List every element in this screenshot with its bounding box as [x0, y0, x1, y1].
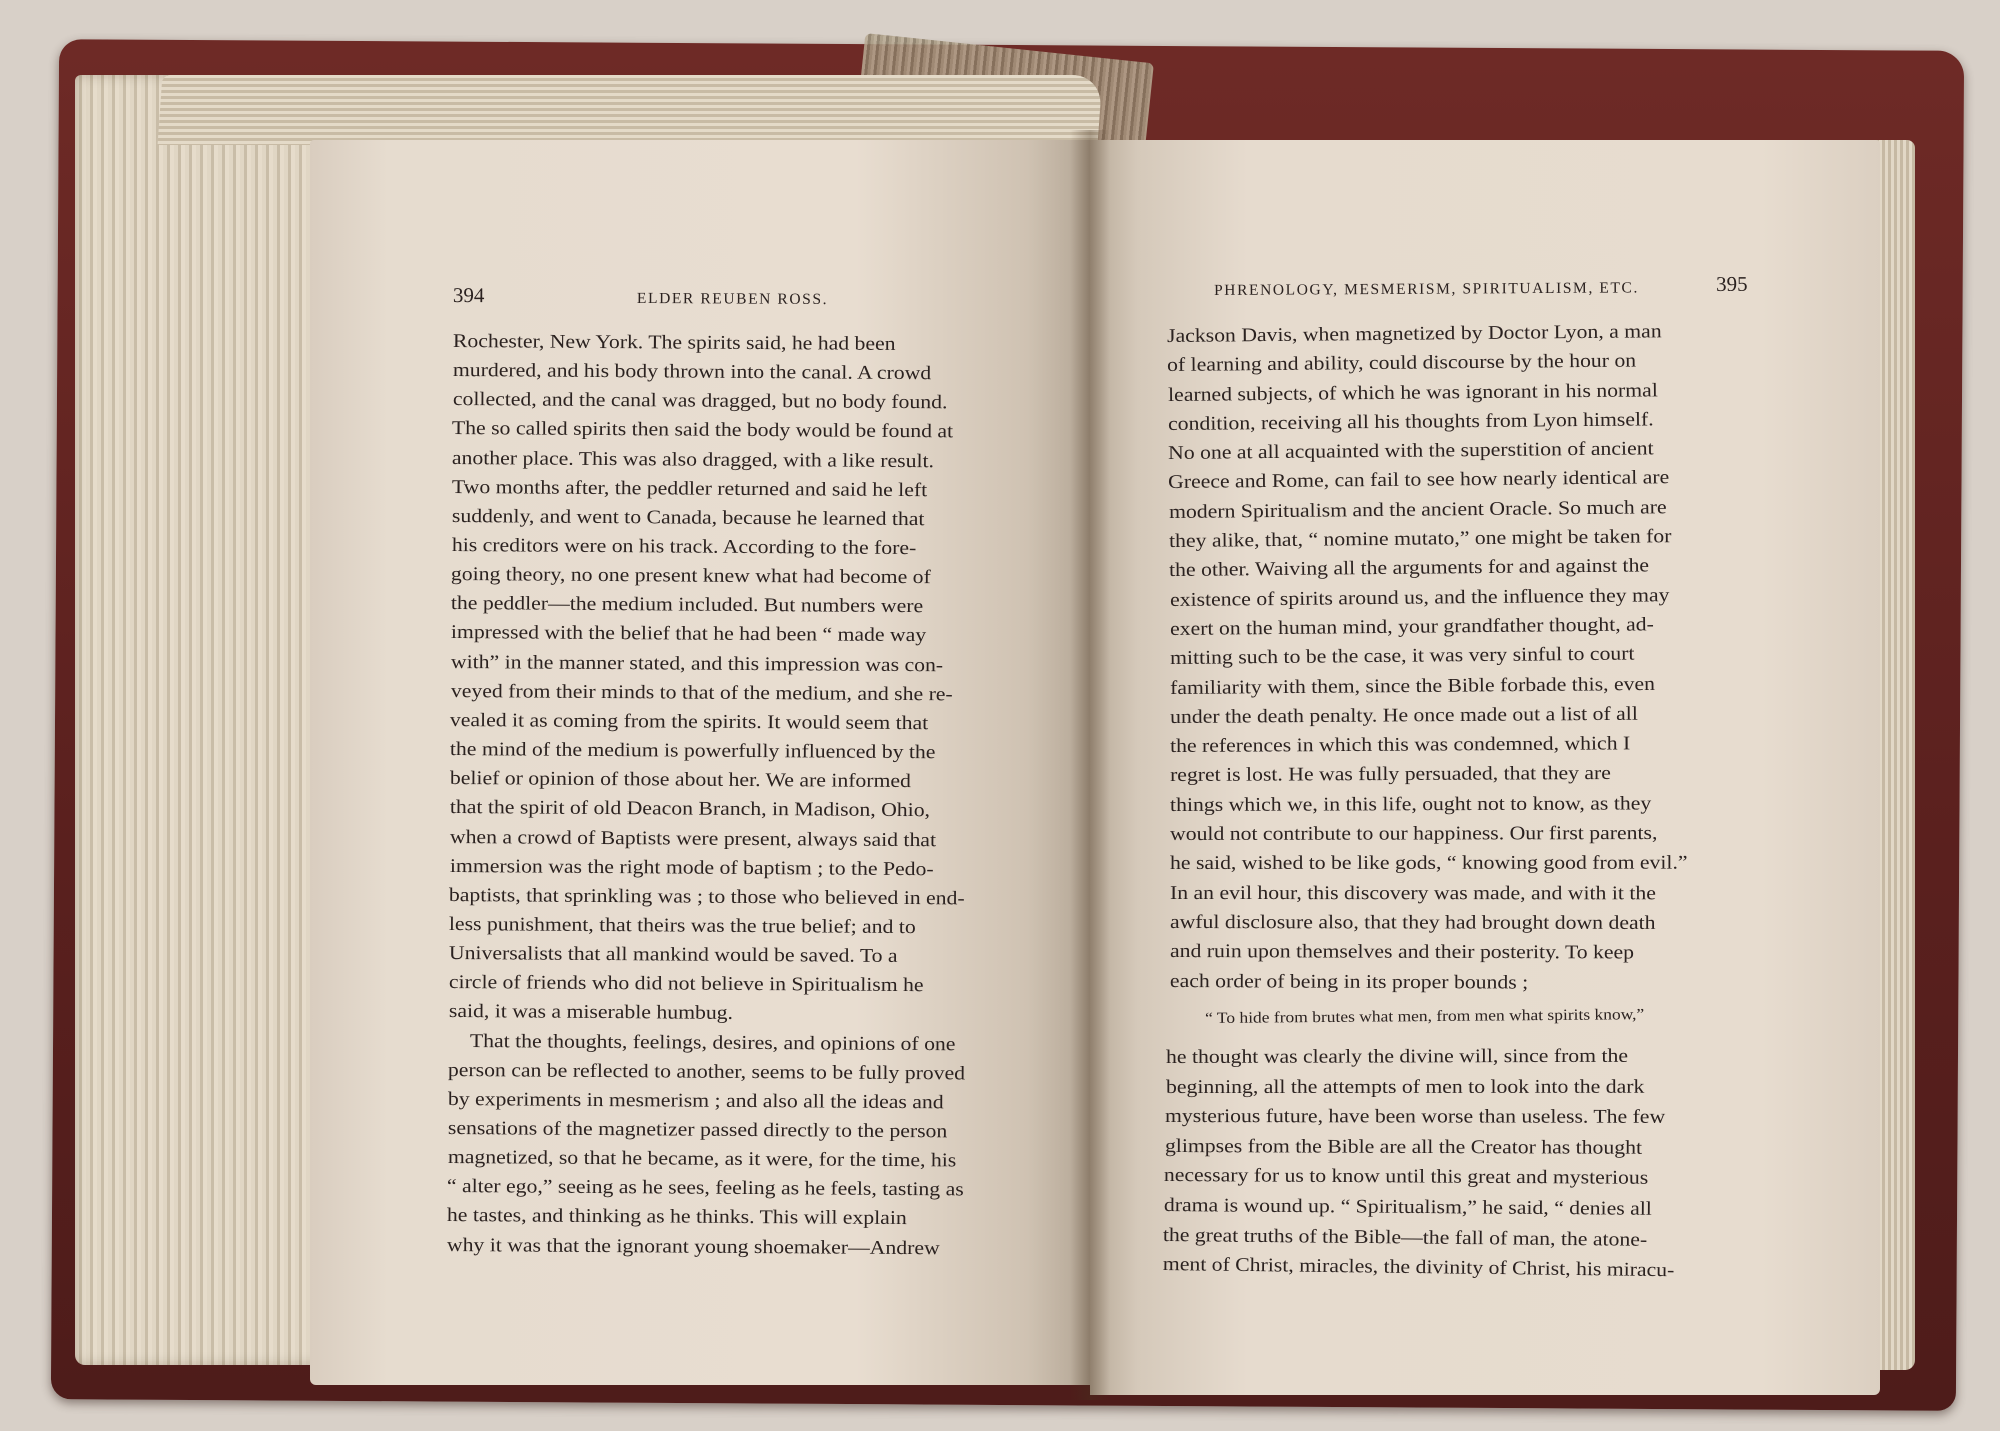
text-line: condition, receiving all his thoughts from Lyon himself.: [1167, 409, 1654, 435]
text-line: mysterious future, have been worse than useless. The few: [1165, 1106, 1666, 1128]
text-line: awful disclosure also, that they had brought down death: [1169, 911, 1656, 934]
text-line: sensations of the magnetizer passed directly to the person: [447, 1118, 948, 1143]
text-line: when a crowd of Baptists were present, always said that: [449, 826, 936, 851]
text-line: his creditors were on his track. According to the fore-: [451, 535, 916, 560]
text-line: said, it was a miserable humbug.: [448, 1001, 733, 1025]
text-line: No one at all acquainted with the superstition of ancient: [1168, 438, 1654, 465]
top-page-edges: [158, 75, 1103, 145]
text-line: baptists, that sprinkling was ; to those who believed in end-: [449, 884, 966, 910]
text-line: In an evil hour, this discovery was made, and with it the: [1169, 882, 1656, 904]
text-line: by experiments in mesmerism ; and also all the ideas and: [447, 1088, 944, 1114]
text-line: person can be reflected to another, seems to be fully proved: [448, 1059, 966, 1085]
text-line: the great truths of the Bible—the fall of man, the atone-: [1163, 1224, 1648, 1251]
text-line: he said, wished to be like gods, “ knowing good from evil.”: [1169, 853, 1688, 875]
text-line: the references in which this was condemned, which I: [1169, 733, 1631, 758]
text-line: Universalists that all mankind would be saved. To a: [448, 943, 898, 968]
text-line: Jackson Davis, when magnetized by Doctor Lyon, a man: [1167, 321, 1662, 347]
text-line: and ruin upon themselves and their posterity. To keep: [1169, 941, 1634, 964]
text-line: circle of friends who did not believe in Spiritualism he: [448, 972, 924, 997]
text-line: The so called spirits then said the body would be found at: [452, 418, 954, 443]
text-line: the mind of the medium is powerfully influenced by the: [450, 739, 936, 764]
text-line: vealed it as coming from the spirits. It would seem that: [450, 709, 929, 735]
book-gutter: [1070, 130, 1110, 1400]
text-line: suddenly, and went to Canada, because he learned that: [451, 505, 925, 531]
text-line: glimpses from the Bible are all the Creator has thought: [1164, 1135, 1642, 1159]
text-line: necessary for us to know until this great and mysterious: [1164, 1165, 1649, 1190]
text-line: beginning, all the attempts of men to look into the dark: [1165, 1076, 1644, 1098]
text-line: veyed from their minds to that of the medium, and she re-: [450, 680, 953, 706]
text-line: “ alter ego,” seeing as he sees, feeling as he feels, tasting as: [447, 1176, 965, 1201]
text-line: each order of being in its proper bounds ;: [1169, 970, 1529, 994]
right-page-number: 395: [1716, 271, 1748, 296]
left-page-edges: [75, 75, 335, 1365]
text-line: why it was that the ignorant young shoemaker—Andrew: [446, 1234, 940, 1259]
text-line: mitting such to be the case, it was very sinful to court: [1169, 643, 1635, 670]
text-line: drama is wound up. “ Spiritualism,” he said, “ denies all: [1163, 1194, 1652, 1220]
text-line: regret is lost. He was fully persuaded, that they are: [1169, 763, 1611, 787]
text-line: impressed with the belief that he had been “ made way: [450, 622, 927, 647]
text-line: magnetized, so that he became, as it were, for the time, his: [447, 1147, 956, 1172]
text-line: the peddler—the medium included. But numbers were: [451, 593, 924, 618]
verse-quotation: “ To hide from brutes what men, from men what spirits know,”: [1205, 1006, 1645, 1027]
text-line: that the spirit of old Deacon Branch, in Madison, Ohio,: [449, 797, 931, 822]
text-line: going theory, no one present knew what had become of: [451, 564, 932, 589]
text-line: would not contribute to our happiness. Our first parents,: [1169, 823, 1658, 846]
text-line: modern Spiritualism and the ancient Oracle. So much are: [1168, 497, 1667, 523]
text-line: under the death penalty. He once made out a list of all: [1169, 703, 1638, 728]
text-line: with” in the manner stated, and this impression was con-: [450, 651, 944, 676]
text-line: belief or opinion of those about her. We are informed: [449, 768, 912, 793]
text-line: exert on the human mind, your grandfather thought, ad-: [1169, 614, 1654, 640]
text-line: immersion was the right mode of baptism ; to the Pedo-: [449, 855, 934, 880]
text-line: ment of Christ, miracles, the divinity of Christ, his miracu-: [1162, 1254, 1675, 1282]
text-line: familiarity with them, since the Bible forbade this, even: [1169, 673, 1655, 699]
text-line: he thought was clearly the divine will, since from the: [1166, 1045, 1629, 1068]
text-line: he tastes, and thinking as he thinks. This will explain: [447, 1205, 908, 1230]
text-line: less punishment, that theirs was the true belief; and to: [448, 913, 916, 939]
text-line: they alike, that, “ nomine mutato,” one might be taken for: [1168, 526, 1672, 553]
left-page-number: 394: [452, 283, 485, 308]
right-running-head: PHRENOLOGY, MESMERISM, SPIRITUALISM, ETC.: [1214, 279, 1639, 299]
text-line: another place. This was also dragged, with a like result.: [452, 447, 935, 472]
text-line: existence of spirits around us, and the influence they may: [1169, 584, 1670, 611]
text-line: collected, and the canal was dragged, but no body found.: [452, 389, 948, 414]
text-line: Rochester, New York. The spirits said, he had been: [452, 331, 896, 355]
text-line: murdered, and his body thrown into the canal. A crowd: [452, 360, 932, 385]
text-line: of learning and ability, could discourse by the hour on: [1167, 350, 1637, 377]
text-line: things which we, in this life, ought not to know, as they: [1169, 793, 1652, 816]
text-line: Two months after, the peddler returned and said he left: [451, 476, 928, 501]
text-line: learned subjects, of which he was ignorant in his normal: [1167, 379, 1658, 406]
text-line: Greece and Rome, can fail to see how nearly identical are: [1168, 467, 1670, 494]
left-running-head: ELDER REUBEN ROSS.: [636, 290, 829, 309]
text-line: the other. Waiving all the arguments for and against the: [1169, 555, 1650, 582]
text-line: That the thoughts, feelings, desires, and opinions of one: [470, 1030, 956, 1055]
